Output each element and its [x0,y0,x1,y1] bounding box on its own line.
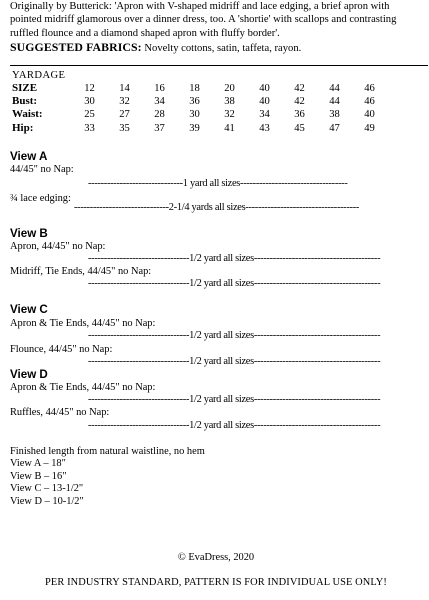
size-chart-cell: 36 [189,96,200,108]
usage-notice: PER INDUSTRY STANDARD, PATTERN IS FOR INDIVIDUAL USE ONLY! [45,577,387,588]
size-chart-row-label: Waist: [12,108,43,121]
finished-length-heading: Finished length from natural waistline, no hem [10,446,205,457]
size-chart-cell: 38 [224,96,235,108]
size-chart-cell: 25 [84,109,95,121]
finished-length-item: View A – 18" [10,458,66,470]
view-a-amount-2: ------------------------------2-1/4 yards all sizes------------------------------------ [74,202,360,213]
size-chart-row [12,82,387,95]
view-c-amount-1: --------------------------------1/2 yard all sizes---------------------------------------- [88,330,381,341]
view-b-item-1: Apron, 44/45" no Nap: [10,241,106,252]
size-chart-cell: 20 [224,83,235,94]
view-c-item-1: Apron & Tie Ends, 44/45" no Nap: [10,318,156,329]
view-a-item-1: 44/45" no Nap: [10,164,74,175]
fabrics-label: SUGGESTED FABRICS: [10,39,142,54]
finished-length-item: View B – 16" [10,470,67,482]
size-chart-cell: 33 [84,122,95,134]
view-a-title: View A [10,150,48,163]
size-chart-cell: 14 [119,83,130,94]
size-chart-cell: 44 [329,96,340,108]
size-chart-cell: 30 [189,109,200,121]
size-chart-cell: 37 [154,122,165,134]
size-chart-cell: 46 [364,96,375,108]
finished-length-block [10,446,205,508]
view-b-amount-2: --------------------------------1/2 yard all sizes---------------------------------------- [88,278,381,289]
view-d-title: View D [10,368,48,381]
size-chart-row-label: Bust: [12,95,38,108]
divider-rule [10,65,428,66]
intro-block [10,0,422,56]
view-d-amount-1: --------------------------------1/2 yard all sizes---------------------------------------- [88,394,381,405]
view-c-title: View C [10,303,48,316]
copyright: © EvaDress, 2020 [177,552,255,563]
finished-length-item: View D – 10-1/2" [10,495,84,507]
size-chart-cell: 27 [119,109,130,121]
suggested-fabrics [10,40,422,56]
size-chart-cell: 40 [259,83,270,94]
view-b-item-2: Midriff, Tie Ends, 44/45" no Nap: [10,266,152,277]
view-b-amount-1: --------------------------------1/2 yard all sizes---------------------------------------- [88,253,381,264]
size-chart-cell: 45 [294,122,305,134]
size-chart-cell: 18 [189,83,200,94]
size-chart-cell: 16 [154,83,165,94]
view-d-item-1: Apron & Tie Ends, 44/45" no Nap: [10,382,156,393]
size-chart-cell: 36 [294,109,305,121]
finished-length-item: View C – 13-1/2" [10,483,84,495]
view-d-item-2: Ruffles, 44/45" no Nap: [10,407,110,418]
size-chart-cell: 28 [154,109,165,121]
size-chart-cell: 40 [259,96,270,108]
view-c-amount-2: --------------------------------1/2 yard all sizes---------------------------------------- [88,356,381,367]
view-a-item-2: ¾ lace edging: [10,193,71,204]
size-chart-cell: 49 [364,122,375,134]
size-chart-row-label: SIZE [12,82,38,94]
view-c-item-2: Flounce, 44/45" no Nap: [10,344,113,355]
size-chart-cell: 34 [154,96,165,108]
size-chart-cell: 35 [119,122,130,134]
intro-text: Originally by Butterick: 'Apron with V-shaped midriff and lace edging, a brief apron with pointed midriff glamorous over a dinner dress, too. A 'shortie' with scallops and contrasting ruffled flounce and a diamond shaped apron with fluffy border'. [10,1,397,39]
size-chart-cell: 42 [294,96,305,108]
size-chart-cell: 41 [224,122,235,134]
size-chart-cell: 43 [259,122,270,134]
view-b-title: View B [10,227,48,240]
size-chart-row-label: Hip: [12,121,34,134]
size-chart-row [12,122,387,135]
size-chart-cell: 46 [364,83,375,94]
size-chart [12,82,387,135]
size-chart-cell: 47 [329,122,340,134]
size-chart-row [12,108,387,121]
size-chart-cell: 30 [84,96,95,108]
size-chart-cell: 44 [329,83,340,94]
size-chart-cell: 34 [259,109,270,121]
view-a-amount-1: ------------------------------1 yard all sizes---------------------------------- [88,178,348,189]
fabrics-text: Novelty cottons, satin, taffeta, rayon. [141,42,302,54]
yardage-title: YARDAGE [12,70,66,81]
size-chart-cell: 40 [364,109,375,121]
view-d-amount-2: --------------------------------1/2 yard all sizes---------------------------------------- [88,420,381,431]
size-chart-cell: 32 [224,109,235,121]
size-chart-cell: 32 [119,96,130,108]
size-chart-row [12,95,387,108]
size-chart-cell: 12 [84,83,95,94]
size-chart-cell: 39 [189,122,200,134]
size-chart-cell: 42 [294,83,305,94]
size-chart-cell: 38 [329,109,340,121]
